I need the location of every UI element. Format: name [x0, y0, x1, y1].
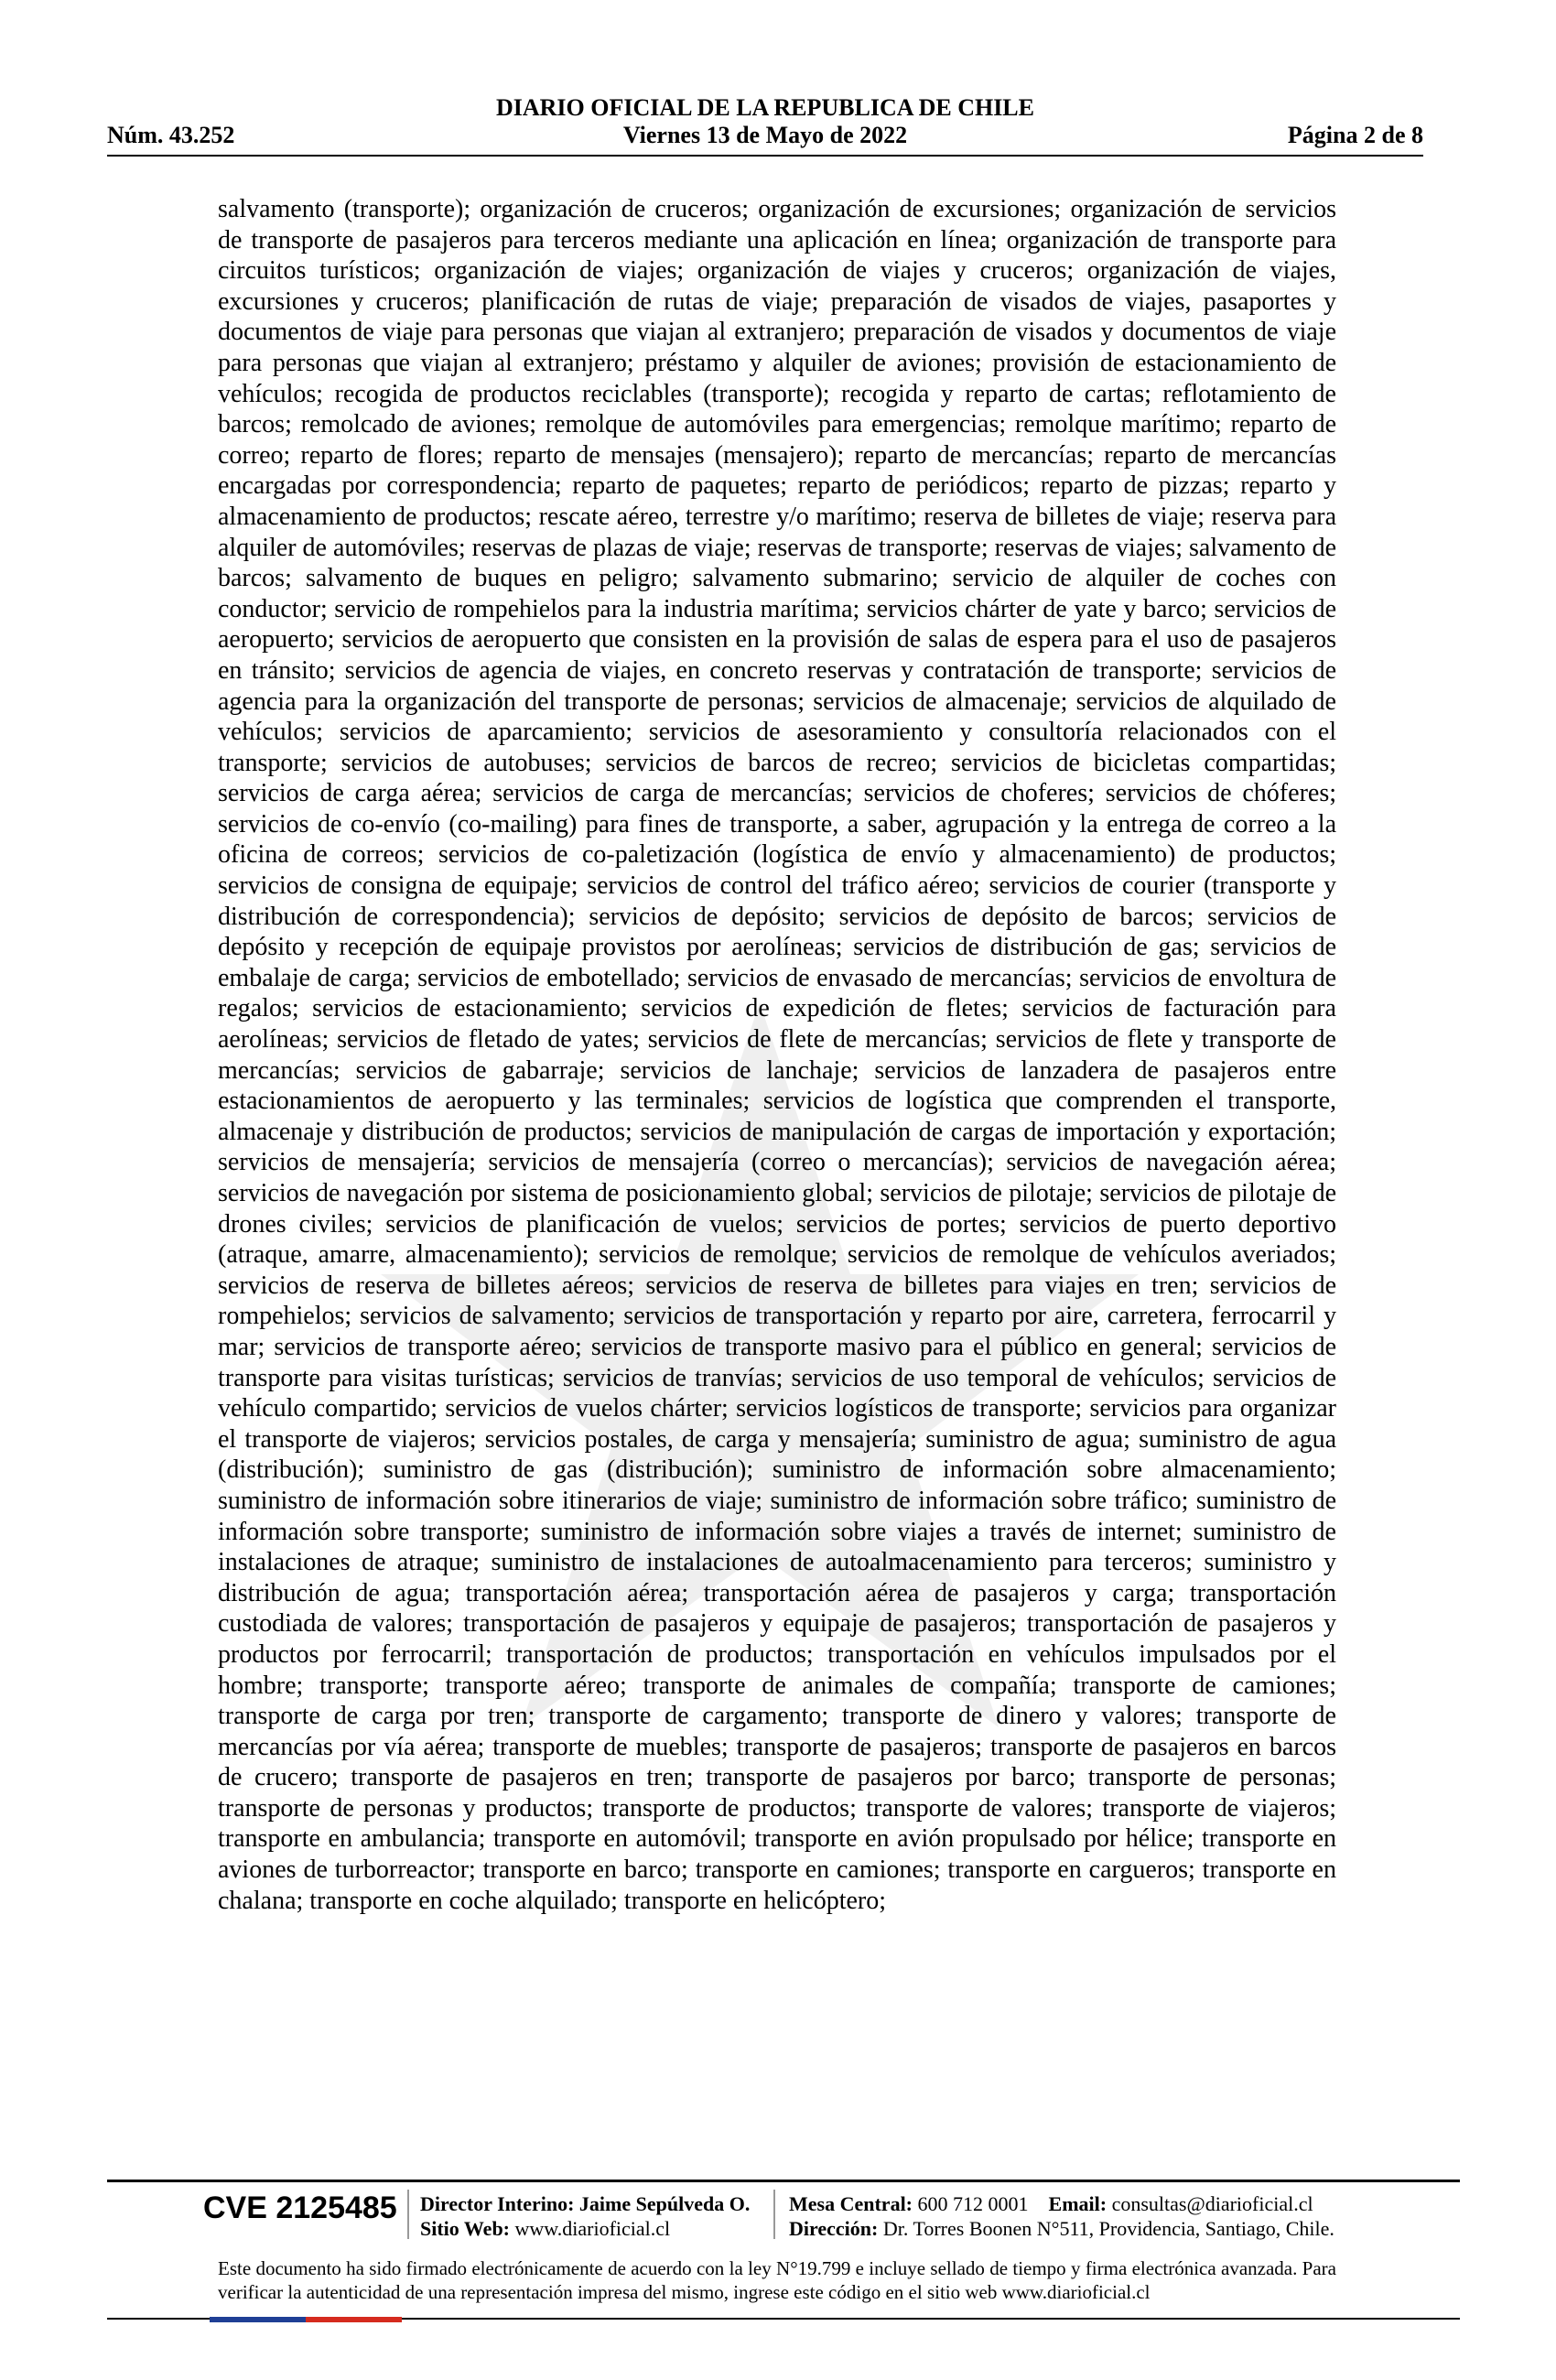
email-link[interactable]: consultas@diarioficial.cl	[1111, 2192, 1313, 2215]
body-text: salvamento (transporte); organización de cruceros; organización de excursiones; organización de servicios de transporte de pasajeros para terceros mediante una aplicación en línea; organización de transporte para circuitos turísticos; organización de viajes; organización de viajes y cruceros; organización de viajes, excursiones y cruceros; planificación de rutas de viaje; preparación de visados de viajes, pasaportes y documentos de viaje para personas que viajan al extranjero; preparación de visados y documentos de viaje para personas que viajan al extranjero; préstamo y alquiler de aviones; provisión de estacionamiento de vehículos; recogida de productos reciclables (transporte); recogida y reparto de cartas; reflotamiento de barcos; remolcado de aviones; remolque de automóviles para emergencias; remolque marítimo; reparto de correo; reparto de flores; reparto de mensajes (mensajero); reparto de mercancías; reparto de mercancías encargadas por correspondencia; reparto de paquetes; reparto de periódicos; reparto de pizzas; reparto y almacenamiento de productos; rescate aéreo, terrestre y/o marítimo; reserva de billetes de viaje; reserva para alquiler de automóviles; reservas de plazas de viaje; reservas de transporte; reservas de viajes; salvamento de barcos; salvamento de buques en peligro; salvamento submarino; servicio de alquiler de coches con conductor; servicio de rompehielos para la industria marítima; servicios chárter de yate y barco; servicios de aeropuerto; servicios de aeropuerto que consisten en la provisión de salas de espera para el uso de pasajeros en tránsito; servicios de agencia de viajes, en concreto reservas y contratación de transporte; servicios de agencia para la organización del transporte de personas; servicios de almacenaje; servicios de alquilado de vehículos; servicios de aparcamiento; servicios de asesoramiento y consultoría relacionados con el transporte; servicios de autobuses; servicios de barcos de recreo; servicios de bicicletas compartidas; servicios de carga aérea; servicios de carga de mercancías; servicios de choferes; servicios de chóferes; servicios de co-envío (co-mailing) para fines de transporte, a saber, agrupación y la entrega de correo a la oficina de correos; servicios de co-paletización (logística de envío y almacenamiento) de productos; servicios de consigna de equipaje; servicios de control del tráfico aéreo; servicios de courier (transporte y distribución de correspondencia); servicios de depósito; servicios de depósito de barcos; servicios de depósito y recepción de equipaje provistos por aerolíneas; servicios de distribución de gas; servicios de embalaje de carga; servicios de embotellado; servicios de envasado de mercancías; servicios de envoltura de regalos; servicios de estacionamiento; servicios de expedición de fletes; servicios de facturación para aerolíneas; servicios de fletado de yates; servicios de flete de mercancías; servicios de flete y transporte de mercancías; servicios de gabarraje; servicios de lanchaje; servicios de lanzadera de pasajeros entre estacionamientos de aeropuerto y las terminales; servicios de logística que comprenden el transporte, almacenaje y distribución de productos; servicios de manipulación de cargas de importación y exportación; servicios de mensajería; servicios de mensajería (correo o mercancías); servicios de navegación aérea; servicios de navegación por sistema de posicionamiento global; servicios de pilotaje; servicios de pilotaje de drones civiles; servicios de planificación de vuelos; servicios de portes; servicios de puerto deportivo (atraque, amarre, almacenamiento); servicios de remolque; servicios de remolque de vehículos averiados; servicios de reserva de billetes aéreos; servicios de reserva de billetes para viajes en tren; servicios de rompehielos; servicios de salvamento; servicios de transportación y reparto por aire, carretera, ferrocarril y mar; servicios de transporte aéreo; servicios de transporte masivo para el público en general; servicios de transporte para visitas turísticas; servicios de tranvías; servicios de uso temporal de vehículos; servicios de vehículo compartido; servicios de vuelos chárter; servicios logísticos de transporte; servicios para organizar el transporte de viajeros; servicios postales, de carga y mensajería; suministro de agua; suministro de agua (distribución); suministro de gas (distribución); suministro de información sobre almacenamiento; suministro de información sobre itinerarios de viaje; suministro de información sobre tráfico; suministro de información sobre transporte; suministro de información sobre viajes a través de internet; suministro de instalaciones de atraque; suministro de instalaciones de autoalmacenamiento para terceros; suministro y distribución de agua; transportación aérea; transportación aérea de pasajeros y carga; transportación custodiada de valores; transportación de pasajeros y equipaje de pasajeros; transportación de pasajeros y productos por ferrocarril; transportación de productos; transportación en vehículos impulsados por el hombre; transporte; transporte aéreo; transporte de animales de compañía; transporte de camiones; transporte de carga por tren; transporte de cargamento; transporte de dinero y valores; transporte de mercancías por vía aérea; transporte de muebles; transporte de pasajeros; transporte de pasajeros en barcos de crucero; transporte de pasajeros en tren; transporte de pasajeros por barco; transporte de personas; transporte de personas y productos; transporte de productos; transporte de valores; transporte de viajeros; transporte en ambulancia; transporte en automóvil; transporte en avión propulsado por hélice; transporte en aviones de turborreactor; transporte en barco; transporte en camiones; transporte en cargueros; transporte en chalana; transporte en coche alquilado; transporte en helicóptero;	[218, 195, 1336, 1915]
mesa-phone: 600 712 0001	[917, 2192, 1029, 2215]
footer-director-block	[420, 2191, 750, 2241]
email-label: Email:	[1048, 2192, 1108, 2215]
director-label: Director Interino:	[420, 2192, 575, 2215]
gazette-title: DIARIO OFICIAL DE LA REPUBLICA DE CHILE	[495, 94, 1034, 121]
footer-separator	[773, 2190, 775, 2239]
cve-code: CVE 2125485	[203, 2191, 397, 2225]
director-name: Jaime Sepúlveda O.	[578, 2192, 751, 2215]
website-link[interactable]: www.diarioficial.cl	[514, 2217, 671, 2240]
page-number: Página 2 de 8	[1287, 122, 1423, 148]
issue-number: Núm. 43.252	[107, 122, 235, 148]
page-header	[107, 94, 1423, 157]
signature-note: Este documento ha sido firmado electrónicamente de acuerdo con la ley N°19.799 e incluye sellado de tiempo y firma electrónica avanzada. Para verificar la autenticidad de una representación impresa del mismo, ingrese este código en el sitio web www.diarioficial.cl	[218, 2257, 1336, 2303]
footer-contact-block	[789, 2191, 1334, 2241]
address-value: Dr. Torres Boonen N°511, Providencia, Santiago, Chile.	[882, 2217, 1334, 2240]
mesa-label: Mesa Central:	[789, 2192, 913, 2215]
website-label: Sitio Web:	[420, 2217, 511, 2240]
footer-divider	[107, 2180, 1460, 2182]
address-label: Dirección:	[789, 2217, 879, 2240]
flag-red-segment	[306, 2317, 402, 2322]
issue-date: Viernes 13 de Mayo de 2022	[622, 122, 908, 148]
flag-blue-segment	[210, 2317, 306, 2322]
flag-stripe	[210, 2317, 402, 2322]
footer-separator	[407, 2190, 409, 2239]
